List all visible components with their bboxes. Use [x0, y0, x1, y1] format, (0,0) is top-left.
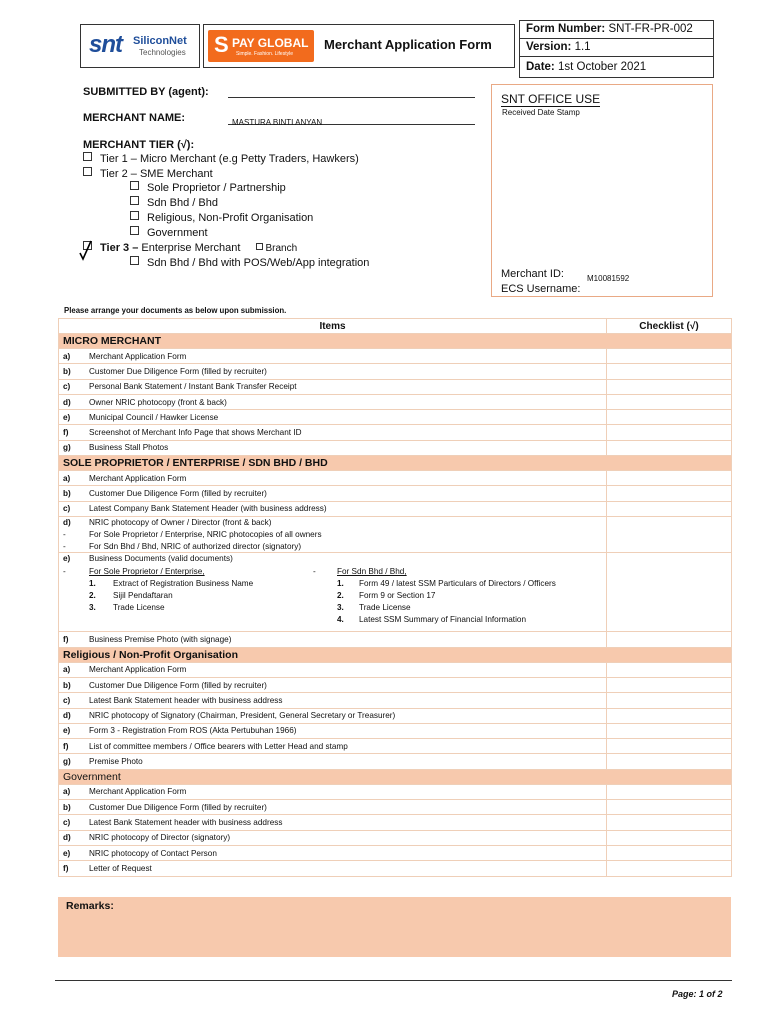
tier2-sub-checkbox[interactable] — [130, 196, 139, 205]
date-row — [519, 57, 714, 78]
row-item: Municipal Council / Hawker License — [89, 412, 219, 422]
table-row — [59, 632, 732, 647]
instructions: Please arrange your documents as below upon submission. — [64, 306, 287, 315]
table-row — [59, 410, 732, 425]
table-row — [59, 815, 732, 830]
col-items-header: Items — [59, 319, 607, 334]
table-row — [59, 677, 732, 692]
tier2-sub-2[interactable] — [130, 211, 313, 226]
col-checklist-header: Checklist (√) — [607, 319, 732, 334]
table-row — [59, 425, 732, 440]
row-item: Merchant Application Form — [89, 351, 187, 361]
merchant-tier-label: MERCHANT TIER (√): — [83, 139, 195, 151]
checklist-table — [58, 318, 732, 877]
table-row — [59, 471, 732, 486]
section-title: Government — [59, 769, 732, 784]
tier3-desc: Enterprise Merchant — [141, 242, 241, 254]
merchant-name-field[interactable] — [228, 112, 475, 125]
row-item: Business Documents (valid documents) — [89, 554, 233, 564]
checklist-cell[interactable] — [607, 379, 732, 394]
row-item: Screenshot of Merchant Info Page that shows Merchant ID — [89, 428, 302, 438]
branch-checkbox[interactable] — [256, 243, 263, 250]
tier2-sub-3[interactable] — [130, 226, 208, 241]
branch-option[interactable] — [256, 243, 298, 254]
sdn-bhd-docs-heading: For Sdn Bhd / Bhd, — [337, 567, 407, 577]
tier2-sub-1[interactable] — [130, 196, 218, 211]
row-letter: d) — [63, 397, 71, 407]
snt-logo-sub: Technologies — [139, 48, 186, 57]
row-letter: b) — [63, 680, 71, 690]
checklist-cell[interactable] — [607, 349, 732, 364]
checklist-cell[interactable] — [607, 410, 732, 425]
submitted-by-field[interactable] — [228, 85, 475, 98]
form-info-box — [519, 20, 714, 78]
row-letter: f) — [63, 635, 69, 644]
row-item: Owner NRIC photocopy (front & back) — [89, 397, 227, 407]
table-row — [59, 754, 732, 769]
table-row — [59, 739, 732, 754]
table-row — [59, 693, 732, 708]
tier2-option[interactable] — [83, 167, 213, 182]
pay-global-logo-text: PAY GLOBAL — [232, 36, 309, 50]
checklist-cell[interactable] — [607, 739, 732, 754]
sdn-bhd-doc: Trade License — [359, 602, 411, 612]
row-letter: a) — [63, 665, 71, 675]
row-item: Latest Bank Statement header with business address — [89, 817, 283, 827]
checklist-cell[interactable] — [607, 830, 732, 845]
sole-prop-doc: Trade License — [113, 602, 165, 612]
checklist-cell[interactable] — [607, 632, 732, 647]
row-subitem: For Sole Proprietor / Enterprise, NRIC photocopies of all owners — [89, 529, 322, 539]
title-box — [203, 24, 515, 68]
row-letter: f) — [63, 428, 69, 438]
sole-prop-doc: Sijil Pendaftaran — [113, 590, 173, 600]
section-title: Religious / Non-Profit Organisation — [59, 647, 732, 662]
row-letter: b) — [63, 489, 71, 499]
office-use-title: SNT OFFICE USE — [501, 92, 601, 106]
row-letter: a) — [63, 473, 71, 483]
row-item: Customer Due Diligence Form (filled by recruiter) — [89, 366, 267, 376]
row-item: Form 3 - Registration From ROS (Akta Pertubuhan 1966) — [89, 726, 297, 736]
row-item: NRIC photocopy of Signatory (Chairman, President, General Secretary or Treasurer) — [89, 711, 396, 721]
version-row — [519, 39, 714, 57]
tier3-sub-checkbox[interactable] — [130, 256, 139, 265]
row-item: Customer Due Diligence Form (filled by recruiter) — [89, 680, 267, 690]
checklist-cell[interactable] — [607, 486, 732, 501]
row-item: NRIC photocopy of Owner / Director (front & back) — [89, 517, 272, 527]
form-number-row — [519, 20, 714, 39]
row-letter: b) — [63, 366, 71, 376]
tier1-label: Tier 1 – — [100, 153, 137, 165]
checklist-cell[interactable] — [607, 662, 732, 677]
checklist-cell[interactable] — [607, 861, 732, 876]
form-number-value: SNT-FR-PR-002 — [608, 23, 693, 35]
remarks-box[interactable] — [58, 897, 731, 957]
checklist-cell[interactable] — [607, 708, 732, 723]
row-letter: e) — [63, 726, 71, 736]
row-letter: d) — [63, 711, 71, 721]
snt-logo-brand: SiliconNet — [133, 35, 187, 47]
checklist-cell[interactable] — [607, 364, 732, 379]
section-title: MICRO MERCHANT — [59, 334, 732, 349]
checklist-cell[interactable] — [607, 501, 732, 516]
checklist-cell[interactable] — [607, 425, 732, 440]
tier2-sub-checkbox[interactable] — [130, 181, 139, 190]
tier2-sub-0[interactable] — [130, 181, 286, 196]
remarks-label: Remarks: — [66, 900, 114, 912]
tier2-checkbox[interactable] — [83, 167, 92, 176]
page-number: Page: 1 of 2 — [672, 989, 723, 999]
row-item: Merchant Application Form — [89, 787, 187, 797]
table-row — [59, 723, 732, 738]
row-letter: g) — [63, 443, 71, 453]
pay-global-logo — [208, 30, 314, 62]
table-row — [59, 662, 732, 677]
table-row — [59, 830, 732, 845]
table-row — [59, 440, 732, 455]
tier2-sub-label: Religious, Non-Profit Organisation — [147, 212, 314, 224]
footer-divider — [55, 980, 732, 981]
checklist-cell[interactable] — [607, 815, 732, 830]
table-row — [59, 784, 732, 799]
sdn-bhd-doc: Latest SSM Summary of Financial Information — [359, 614, 527, 624]
row-item: Customer Due Diligence Form (filled by recruiter) — [89, 489, 267, 499]
row-letter: d) — [63, 517, 71, 527]
checklist-cell[interactable] — [607, 693, 732, 708]
tier2-sub-label: Sdn Bhd / Bhd — [147, 197, 218, 209]
row-letter: a) — [63, 351, 71, 361]
tier2-sub-checkbox[interactable] — [130, 211, 139, 220]
row-item: Personal Bank Statement / Instant Bank Transfer Receipt — [89, 382, 297, 392]
section-government — [59, 769, 732, 784]
received-date-stamp: Received Date Stamp — [502, 108, 580, 117]
row-item: Business Premise Photo (with signage) — [89, 635, 232, 644]
row-item: Premise Photo — [89, 757, 143, 767]
row-letter: c) — [63, 504, 71, 514]
submitted-by-label: SUBMITTED BY (agent): — [83, 86, 209, 98]
merchant-name-value: MASTURA BINTI ANYAN — [232, 118, 323, 127]
checklist-cell[interactable] — [607, 723, 732, 738]
tier3-label: Tier 3 – — [100, 242, 139, 254]
tier3-check-mark-icon — [78, 239, 94, 265]
row-letter: c) — [63, 382, 71, 392]
row-item: Merchant Application Form — [89, 665, 187, 675]
row-letter: f) — [63, 741, 69, 751]
checklist-cell[interactable] — [607, 440, 732, 455]
checklist-cell[interactable] — [607, 845, 732, 860]
sdn-bhd-doc: Form 49 / latest SSM Particulars of Directors / Officers — [359, 579, 556, 589]
checklist-cell[interactable] — [607, 471, 732, 486]
table-row — [59, 379, 732, 394]
row-letter: d) — [63, 833, 71, 843]
checklist-cell[interactable] — [607, 516, 732, 552]
tier2-desc: SME Merchant — [139, 168, 213, 180]
row-item: Customer Due Diligence Form (filled by recruiter) — [89, 802, 267, 812]
tier2-sub-label: Sole Proprietor / Partnership — [147, 182, 286, 194]
row-item: List of committee members / Office bearers with Letter Head and stamp — [89, 741, 348, 751]
tier3-option[interactable] — [83, 241, 297, 256]
checklist-cell[interactable] — [607, 800, 732, 815]
form-title: Merchant Application Form — [324, 37, 492, 52]
section-sole — [59, 456, 732, 471]
branch-label: Branch — [265, 243, 298, 254]
tier1-checkbox[interactable] — [83, 152, 92, 161]
row-item: Merchant Application Form — [89, 473, 187, 483]
sole-prop-doc: Extract of Registration Business Name — [113, 579, 254, 589]
version-value: 1.1 — [574, 41, 591, 53]
merchant-id-label: Merchant ID: — [501, 268, 564, 280]
row-letter: e) — [63, 554, 71, 564]
table-row — [59, 394, 732, 409]
table-header-row — [59, 319, 732, 334]
row-subitem: For Sdn Bhd / Bhd, NRIC of authorized director (signatory) — [89, 541, 302, 551]
row-item: Business Stall Photos — [89, 443, 169, 453]
merchant-id-value: M10081592 — [587, 274, 630, 283]
date-value: 1st October 2021 — [557, 61, 647, 73]
section-religious — [59, 647, 732, 662]
table-row — [59, 845, 732, 860]
form-number-label: Form Number: — [526, 23, 606, 35]
ecs-username-label: ECS Username: — [501, 283, 581, 295]
row-item: NRIC photocopy of Director (signatory) — [89, 833, 231, 843]
row-item: Latest Company Bank Statement Header (with business address) — [89, 504, 327, 514]
row-letter: c) — [63, 695, 71, 705]
row-letter: c) — [63, 817, 71, 827]
office-use-box — [491, 84, 713, 297]
table-row — [59, 501, 732, 516]
tier2-sub-label: Government — [147, 227, 208, 239]
row-item: Letter of Request — [89, 863, 152, 873]
row-item: Latest Bank Statement header with business address — [89, 695, 283, 705]
table-row — [59, 349, 732, 364]
table-row — [59, 800, 732, 815]
table-row — [59, 486, 732, 501]
table-row — [59, 364, 732, 379]
tier1-option[interactable] — [83, 152, 359, 167]
sole-prop-docs-heading: For Sole Proprietor / Enterprise, — [89, 567, 205, 577]
merchant-name-label: MERCHANT NAME: — [83, 112, 186, 124]
tier2-label: Tier 2 – — [100, 168, 137, 180]
table-row: e) Business Documents (valid documents) - For Sole Proprietor / Enterprise, 1. Extract of Registration Business Name 2. Sijil Pendaftaran 3. Trade License - For Sdn Bhd / Bhd, 1. Form 49 / latest SSM Particulars of Directors / Officers 2. Form 9 or Section 17 3. Trade License 4. Latest SSM Summary of Financial Information — [59, 553, 732, 632]
row-letter: f) — [63, 863, 69, 873]
sdn-bhd-doc: Form 9 or Section 17 — [359, 590, 436, 600]
tier3-sub-0[interactable] — [130, 256, 369, 271]
snt-logo-mark: snt — [89, 31, 122, 58]
row-letter: e) — [63, 848, 71, 858]
row-letter: a) — [63, 787, 71, 797]
section-micro — [59, 334, 732, 349]
pay-global-s-icon: S — [214, 32, 229, 57]
pay-global-logo-sub: Simple. Fashion. Lifestyle — [236, 51, 293, 57]
table-row — [59, 708, 732, 723]
checklist-cell[interactable] — [607, 394, 732, 409]
row-letter: b) — [63, 802, 71, 812]
date-label: Date: — [526, 61, 555, 73]
checklist-cell[interactable] — [607, 677, 732, 692]
checklist-cell[interactable] — [607, 754, 732, 769]
row-item: NRIC photocopy of Contact Person — [89, 848, 217, 858]
checklist-cell[interactable] — [607, 784, 732, 799]
row-letter: g) — [63, 757, 71, 767]
tier2-sub-checkbox[interactable] — [130, 226, 139, 235]
tier1-desc: Micro Merchant (e.g Petty Traders, Hawkers) — [139, 153, 359, 165]
section-title: SOLE PROPRIETOR / ENTERPRISE / SDN BHD / BHD — [59, 456, 732, 471]
row-letter: e) — [63, 412, 71, 422]
version-label: Version: — [526, 41, 572, 53]
checklist-cell[interactable] — [607, 553, 732, 632]
tier3-sub-label: Sdn Bhd / Bhd with POS/Web/App integration — [147, 257, 370, 269]
table-row: d) NRIC photocopy of Owner / Director (front & back) - For Sole Proprietor / Enterprise, NRIC photocopies of all owners - For Sdn Bhd / Bhd, NRIC of authorized director (signatory) — [59, 516, 732, 552]
siliconnet-logo — [80, 24, 200, 68]
table-row — [59, 861, 732, 876]
